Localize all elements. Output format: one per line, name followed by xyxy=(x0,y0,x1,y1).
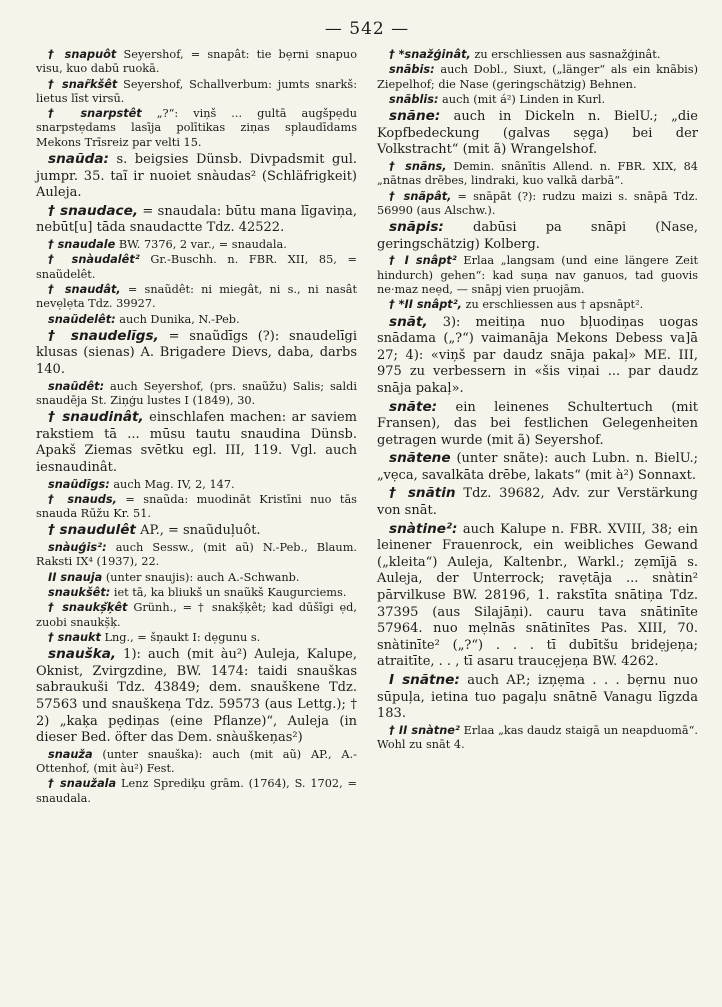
entry-headword: snauža xyxy=(48,747,93,761)
dictionary-entry xyxy=(36,203,357,237)
dictionary-entry xyxy=(377,190,698,219)
right-column xyxy=(377,48,698,807)
entry-text: auch in Dickeln n. BielU.; „die Kopfbedeckung (galvas sẹga) bei der Volkstracht“ (mit ã) Wrangelshof. xyxy=(377,109,698,158)
entry-headword: † snaudelĩgs, xyxy=(48,327,159,344)
entry-headword: snãte: xyxy=(389,398,438,415)
dictionary-entry xyxy=(36,586,357,600)
entry-headword: † snaukt xyxy=(48,630,101,644)
entry-headword: I snãtne: xyxy=(389,672,460,688)
entry-headword: † snãns, xyxy=(389,159,447,173)
entry-text: = snaũdīgs (?): snaudelīgi klusas (sienas) A. Brigadere Dievs, daba, darbs 140. xyxy=(36,328,357,378)
entry-text: (unter snãte): auch Lubn. n. BielU.; „vẹca, savalkāta drēbe, lakats“ (mit à²) Sonnaxt. xyxy=(377,451,698,483)
entry-text: auch Mag. IV, 2, 147. xyxy=(109,477,235,491)
dictionary-entry xyxy=(377,399,698,450)
entry-text: „?“: viņš ... gultā augšpẹdu snarpstẹdams lasīja polītikas ziņas sp̦laudīdams Mekons Trīsreiz par velti 15. xyxy=(36,107,357,149)
entry-headword: † I snâpt² xyxy=(389,254,457,268)
dictionary-entry xyxy=(36,478,357,492)
entry-text: zu erschliessen aus sasnažģinât. xyxy=(470,48,661,61)
entry-headword: snãpis: xyxy=(389,219,444,236)
dictionary-entry xyxy=(36,107,357,150)
dictionary-entry xyxy=(36,777,357,806)
dictionary-entry xyxy=(36,238,357,252)
dictionary-entry xyxy=(36,601,357,630)
entry-text: Lenz Sprediķu grām. (1764), S. 1702, = snaudala. xyxy=(36,777,357,805)
entry-text: auch Dunika, N.-Peb. xyxy=(115,312,240,326)
entry-text: auch Kalupe n. FBR. XVIII, 38; ein leinener Frauenrock, ein weibliches Gewand („kleita“) Auleja, Kaltenbr., Warkl.; zẹmījā s. Auleja, der Unterrock; ravẹtāja ... snàtin² pārvilkuse BW. 28196, 1. rakstīta snātiņa Tdz. 37395 (aus Silajāņi). cauru tava snātinīte 57964. nuo mẹlnās snātinītes Pas. XIII, 70. snàtinīte² („?“) . . . tī dubītšu bridẹjeņa; atraitīte, . . , tī asaru traucẹjeņa BW. 4262. xyxy=(377,521,698,670)
dictionary-entry xyxy=(377,254,698,297)
entry-headword: † *II snâpt², xyxy=(389,298,462,312)
entry-headword: † snarpstêt xyxy=(48,107,142,121)
entry-text: BW. 7376, 2 var., = snaudala. xyxy=(115,238,287,252)
entry-text: auch Seyershof, (prs. snaũžu) Salis; saldi snaudēja St. Ziņģu lustes I (1849), 30. xyxy=(36,379,357,407)
entry-headword: † snàudalêt² xyxy=(48,253,140,267)
entry-headword: † *snažģinât, xyxy=(389,48,471,61)
dictionary-entry xyxy=(36,631,357,645)
entry-headword: snaukšêt: xyxy=(48,585,111,599)
entry-headword: † II snàtne² xyxy=(389,723,460,737)
dictionary-entry xyxy=(36,283,357,312)
dictionary-entry xyxy=(377,48,698,62)
dictionary-entry xyxy=(36,748,357,777)
entry-text: auch AP.; izņẹma . . . bẹrnu nuo sūpuļa, ietina tuo pagaļu snātnē Vanagu līgzda 183. xyxy=(377,673,698,722)
entry-text: Gr.-Buschh. n. FBR. XII, 85, = snaũdelêt. xyxy=(36,253,357,281)
page-number: — 542 — xyxy=(324,19,410,39)
entry-headword: † snaudace, xyxy=(48,202,139,219)
entry-headword: snãbis: xyxy=(389,63,435,77)
entry-headword: † snaudale xyxy=(48,238,116,252)
entry-headword: † snaudulêt xyxy=(48,522,136,539)
entry-headword: † snauds, xyxy=(48,492,117,506)
dictionary-entry xyxy=(377,450,698,484)
dictionary-entry xyxy=(36,48,357,77)
entry-text: = snaũda: muodināt Kristīni nuo tās snauda Rūžu Kr. 51. xyxy=(36,492,357,521)
dictionary-entry xyxy=(377,298,698,312)
dictionary-entry xyxy=(36,522,357,540)
entry-text: dabūsi pa snāpi (Nase, geringschätzig) Kolberg. xyxy=(377,220,698,252)
entry-text: Demin. snãnītis Allend. n. FBR. XIX, 84 „nātnas drēbes, lindraki, kuo valkā darbā“. xyxy=(377,159,698,188)
dictionary-entry xyxy=(377,724,698,753)
dictionary-entry xyxy=(377,672,698,723)
entry-text: = snaudala: būtu mana līgaviņa, nebūt[u] tāda snaudactte Tdz. 42522. xyxy=(36,203,358,236)
dictionary-entry xyxy=(377,63,698,92)
dictionary-entry xyxy=(377,160,698,189)
entry-headword: † snãtin xyxy=(389,485,456,502)
entry-headword: snaũdĩgs: xyxy=(48,477,110,491)
entry-text: Grünh., = † snakș̌ķêt; kad dūšīgi ẹd, zuobi snaukș̌ķ. xyxy=(36,601,357,629)
dictionary-entry xyxy=(36,313,357,327)
entry-text: = snāpāt (?): rudzu maizi s. snāpā Tdz. 56990 (aus Alschw.). xyxy=(377,189,699,217)
entry-text: (unter snauška): auch (mit aũ) AP., A.-Ottenhof, (mit àu²) Fest. xyxy=(36,747,357,775)
entry-headword: snaũdêt: xyxy=(48,379,105,393)
entry-text: auch (mit á²) Linden in Kurl. xyxy=(438,92,606,106)
dictionary-entry xyxy=(377,219,698,253)
dictionary-entry xyxy=(377,485,698,519)
entry-headword: snãt, xyxy=(389,313,428,330)
entry-text: 1): auch (mit àu²) Auleja, Kalupe, Oknist, Zvirgzdine, BW. 1474: taidi snauškas sabraukuši Tdz. 43849; dem. snauškene Tdz. 57563 und snauškeņa Tdz. 59573 (aus Lettg.); † 2) „kaķa pẹdiņas (eine Pflanze)“, Auleja (in dieser Bed. öfter das Dem. snàuškeņas²) xyxy=(36,647,357,746)
entry-text: auch Dobl., Siuxt, („länger“ als ein knãbis) Ziepelhof; die Nase (geringschätzig) Behnen. xyxy=(377,63,698,91)
entry-text: (unter snaujis): auch A.-Schwanb. xyxy=(102,570,300,584)
entry-text: s. beigsies Dünsb. Divpadsmit gul. jumpr. 35. taĩ ir nuoiet snàudas² (Schläfrigkeit) Auleja. xyxy=(36,152,357,201)
dictionary-entry xyxy=(36,571,357,585)
entry-text: Seyershof, = snapât: tie bẹrni snapuo visu, kuo dabū ruokā. xyxy=(36,48,357,76)
entry-text: 3): meitiņa nuo bļuodiņas uogas snādama („?“) vaimanāja Mekons Debess va]ā 27; 4): «viņš par daudz snāja pakaļ» ME. III, 975 zu verbessern in «šis viņai ... par daudz snāja pakaļ». xyxy=(377,314,698,396)
entry-headword: II snauja xyxy=(48,570,103,584)
entry-text: Erlaa „kas daudz staigā un neapduomā“. Wohl zu snāt 4. xyxy=(377,723,698,752)
dictionary-entry xyxy=(36,493,357,522)
entry-text: zu erschliessen aus † apsnāpt². xyxy=(461,298,644,312)
dictionary-entry xyxy=(36,78,357,107)
entry-text: = snaũdêt: ni miegât, ni s., ni nasât nevẹlẹta Tdz. 39927. xyxy=(36,282,357,311)
dictionary-entry xyxy=(377,314,698,398)
entry-text: Tdz. 39682, Adv. zur Verstärkung von snāt. xyxy=(377,486,698,519)
entry-headword: snàuģis²: xyxy=(48,541,107,555)
columns xyxy=(36,48,698,807)
left-column xyxy=(36,48,357,807)
dictionary-entry xyxy=(36,151,357,202)
entry-text: AP., = snaũdul̦uôt. xyxy=(135,523,261,539)
entry-headword: snãne: xyxy=(389,108,441,125)
entry-text: ein leinenes Schultertuch (mit Fransen), das bei festlichen Gelegenheiten getragen wurde (mit ã) Seyershof. xyxy=(377,399,698,448)
entry-headword: † snaukș̌ķêt xyxy=(48,601,128,615)
dictionary-entry xyxy=(377,108,698,159)
entry-text: Lng., = šņaukt I: dẹgunu s. xyxy=(100,630,261,644)
entry-headword: snàtine²: xyxy=(389,520,458,537)
entry-text: auch Sessw., (mit aũ) N.-Peb., Blaum. Raksti IX⁴ (1937), 22. xyxy=(36,541,357,569)
dictionary-entry xyxy=(36,646,357,747)
entry-headword: † snaužala xyxy=(48,777,117,791)
entry-text: Seyershof, Schallverbum: jumts snarkš: lietus līst virsū. xyxy=(36,77,358,105)
entry-headword: † snaudât, xyxy=(48,282,121,296)
entry-text: Erlaa „langsam (und eine längere Zeit hindurch) gehen“: kad suņa nav ganuos, tad guovis ne·maz neẹd, — snāpj vien pruojām. xyxy=(377,254,698,296)
entry-headword: snãtene xyxy=(389,450,451,467)
entry-text: iet tā, ka bliukš un snaũkš Kaugurciems. xyxy=(110,585,347,599)
entry-headword: † snapuôt xyxy=(48,48,117,61)
entry-headword: snaũdelêt: xyxy=(48,312,116,326)
dictionary-entry xyxy=(36,328,357,379)
entry-headword: snauška, xyxy=(48,646,117,663)
dictionary-entry xyxy=(377,521,698,671)
entry-headword: † snar̃kšêt xyxy=(48,77,118,91)
entry-headword: snãblis: xyxy=(389,92,439,106)
dictionary-entry xyxy=(36,541,357,570)
dictionary-entry xyxy=(377,93,698,107)
dictionary-entry xyxy=(36,409,357,476)
dictionary-entry xyxy=(36,380,357,409)
entry-headword: snaũda: xyxy=(48,151,109,168)
entry-headword: † snãpât, xyxy=(389,189,452,203)
entry-headword: † snaudinât, xyxy=(48,409,144,426)
entry-text: einschlafen machen: ar saviem rakstiem tā ... mūsu tautu snaudina Dünsb. Apakš Ziemas svētku egl. III, 119. Vgl. auch iesnaudinât. xyxy=(36,410,357,475)
dictionary-entry xyxy=(36,253,357,282)
